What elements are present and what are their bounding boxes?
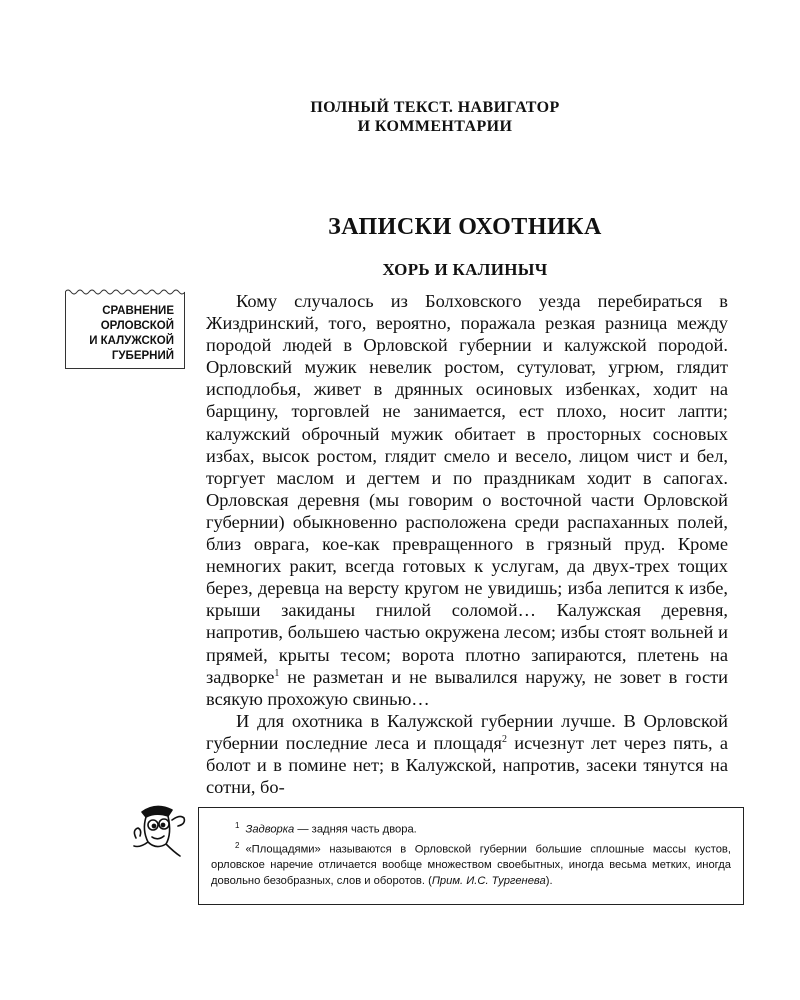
footnote-1 bbox=[211, 818, 731, 838]
footnote-credit: Прим. И.С. Тургенева bbox=[431, 875, 546, 888]
margin-note-line: ГУБЕРНИЙ bbox=[111, 350, 174, 362]
footnotes-box bbox=[198, 807, 744, 905]
wavy-border-top bbox=[65, 288, 185, 296]
main-text bbox=[206, 290, 728, 798]
footnote-2 bbox=[211, 838, 731, 890]
margin-note-line: СРАВНЕНИЕ bbox=[102, 305, 174, 317]
paragraph-2 bbox=[206, 710, 728, 798]
margin-note-line: И КАЛУЖСКОЙ bbox=[89, 335, 174, 347]
footnote-mark: 1 bbox=[235, 821, 240, 830]
footnote-term: Задворка bbox=[245, 823, 295, 836]
running-head bbox=[230, 98, 640, 136]
footnote-close: ). bbox=[545, 875, 553, 888]
paragraph-text: не разметан и не вывалился наружу, не зовет в гости всякую прохожую свинью… bbox=[206, 666, 728, 709]
footnote-ref-2[interactable]: 2 bbox=[502, 733, 507, 745]
margin-note bbox=[65, 292, 185, 369]
paragraph-text: исчезнут лет через пять, а болот и в помине нет; в Калужской, напротив, засеки тянутся на сотни, бо- bbox=[206, 732, 728, 798]
paragraph-text: И для охотника в Калужской губернии лучше. В Орловской губернии последние леса и площадя bbox=[206, 710, 728, 753]
running-head-line-1: ПОЛНЫЙ ТЕКСТ. НАВИГАТОР bbox=[310, 99, 560, 116]
footnote-text: — задняя часть двора. bbox=[294, 823, 417, 836]
work-title: ЗАПИСКИ ОХОТНИКА bbox=[328, 214, 602, 240]
running-head-line-2: И КОММЕНТАРИИ bbox=[357, 118, 513, 135]
footnote-ref-1[interactable]: 1 bbox=[274, 667, 280, 679]
footnote-mark: 2 bbox=[235, 840, 240, 850]
footnote-text: «Площадями» называются в Орловской губернии большие сплошные массы кустов, орловское наречие отличается вообще множеством своебытных, иногда весьма метких, иногда довольно безобразных, слов и оборотов. ( bbox=[211, 843, 731, 888]
paragraph-1 bbox=[206, 290, 728, 710]
paragraph-text: Кому случалось из Болховского уезда перебираться в Жиздринский, того, вероятно, поражала резкая разница между породой людей в Орловской губернии и калужской породой. Орловский мужик невелик ростом, сутуловат, угрюм, глядит исподлобья, живет в дрянных осиновых избенках, ходит на барщину, торговлей не занимается, ест плохо, носит лапти; калужский оброчный мужик обитает в просторных сосновых избах, высок ростом, глядит смело и весело, лицом чист и бел, торгует маслом и дегтем и по праздникам ходит в сапогах. Орловская деревня (мы говорим о восточной части Орловской губернии) обыкновенно расположена среди распаханных полей, близ оврага, кое-как превращенного в грязный пруд. Кроме немногих ракит, всегда готовых к услугам, да двух-трех тощих берез, деревца на версту кругом не увидишь; изба лепится к избе, крыши закиданы гнилой соломой… Калужская деревня, напротив, большею частью окружена лесом; избы стоят вольней и прямей, крыты тесом; ворота плотно запираются, плетень на задворке bbox=[206, 291, 728, 687]
mascot-character-icon bbox=[128, 800, 188, 858]
margin-note-text bbox=[89, 304, 174, 364]
story-title: ХОРЬ И КАЛИНЫЧ bbox=[382, 260, 548, 279]
margin-note-line: ОРЛОВСКОЙ bbox=[100, 320, 174, 332]
